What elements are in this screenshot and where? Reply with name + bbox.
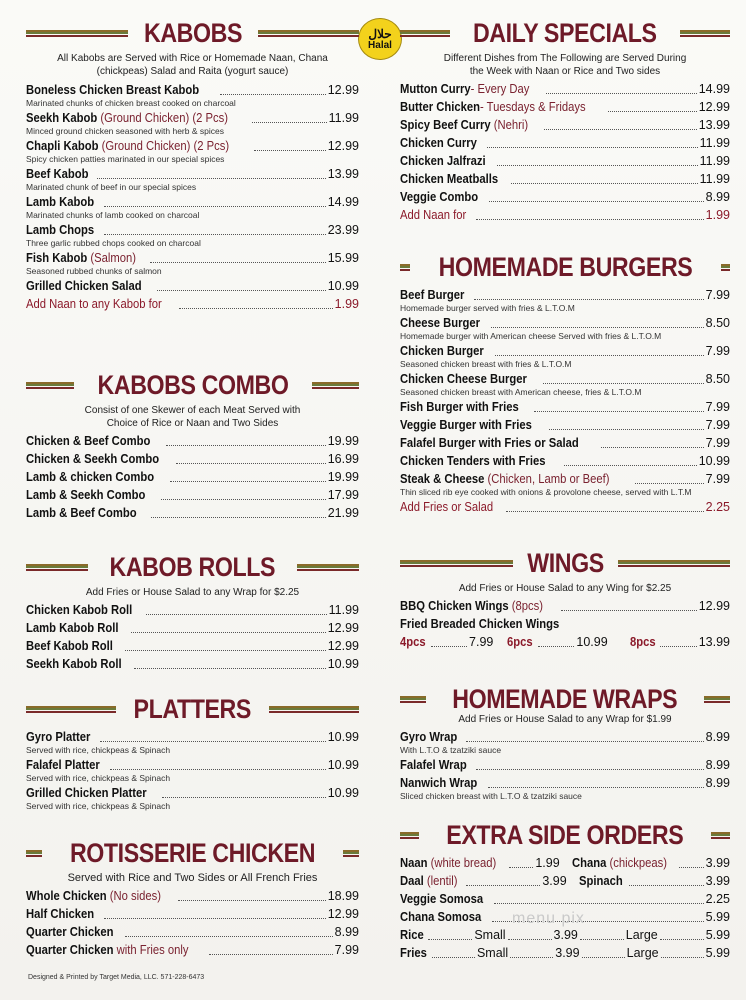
side-row: Veggie Somosa 2.25 <box>400 892 730 906</box>
menu-item: Mutton Curry- Every Day 14.99 <box>400 82 730 96</box>
menu-item: Chicken Meatballs 11.99 <box>400 172 730 186</box>
halal-badge <box>358 18 402 60</box>
menu-item: Lamb & Beef Combo 21.99 <box>26 506 359 520</box>
rotisserie-section <box>26 836 359 958</box>
menu-item: Spicy Beef Curry (Nehri) 13.99 <box>400 118 730 132</box>
section-header <box>400 818 730 852</box>
kabobs-combo-section <box>26 368 359 521</box>
menu-item: Beef Burger 7.99 <box>400 288 730 302</box>
item-desc: Sliced chicken breast with L.T.O & tzatziki sauce <box>400 791 582 801</box>
side-row: Rice Small 3.99 Large 5.99 <box>400 928 731 942</box>
add-on-item: Add Naan to any Kabob for 1.99 <box>26 297 359 311</box>
menu-item: Gyro Wrap 8.99 <box>400 730 730 744</box>
item-desc: With L.T.O & tzatziki sauce <box>400 745 502 755</box>
wings-section <box>400 546 730 650</box>
section-title: HOMEMADE BURGERS <box>438 251 692 282</box>
item-desc: Marinated chunks of chicken breast cooked on charcoal <box>26 98 236 108</box>
add-on-item: Add Naan for 1.99 <box>400 208 730 222</box>
menu-item: Fish Burger with Fries 7.99 <box>400 400 730 414</box>
section-header <box>26 692 359 726</box>
menu-item: Chicken & Beef Combo 19.99 <box>26 434 359 448</box>
menu-item: Chicken Burger 7.99 <box>400 344 730 358</box>
menu-item: Beef Kabob 13.99 <box>26 167 359 181</box>
section-header <box>26 368 359 402</box>
item-desc: Minced ground chicken seasoned with herb & spices <box>26 126 224 136</box>
section-note: Different Dishes from The Following are Served During the Week with Naan or Rice and Two sides <box>443 53 687 77</box>
menu-item: Falafel Wrap 8.99 <box>400 758 730 772</box>
item-desc: Homemade burger served with fries & L.T.O.M <box>400 303 575 313</box>
menu-item: Chicken Curry 11.99 <box>400 136 730 150</box>
item-desc: Marinated chunk of beef in our special spices <box>26 182 197 192</box>
section-note: Consist of one Skewer of each Meat Served with Choice of Rice or Naan and Two Sides <box>84 405 301 429</box>
section-header <box>400 16 730 50</box>
menu-item: BBQ Chicken Wings (8pcs) 12.99 <box>400 599 730 613</box>
side-row: Fries Small 3.99 Large 5.99 <box>400 946 731 960</box>
watermark: menu pix <box>512 910 585 927</box>
wing-sizes: 4pcs 7.99 6pcs 10.99 8pcs 13.99 <box>400 635 730 649</box>
burgers-section <box>400 250 730 515</box>
menu-item: Quarter Chicken 8.99 <box>26 925 359 939</box>
item-desc: Spicy chicken patties marinated in our special spices <box>26 154 225 164</box>
menu-item: Whole Chicken (No sides) 18.99 <box>26 889 359 903</box>
section-title: KABOBS COMBO <box>97 369 288 400</box>
halal-arabic: حلال <box>368 26 392 41</box>
item-desc: Three garlic rubbed chops cooked on charcoal <box>26 238 201 248</box>
section-note: All Kabobs are Served with Rice or Homemade Naan, Chana (chickpeas) Salad and Raita (yogurt sauce) <box>57 53 328 77</box>
kabobs-section <box>26 16 359 312</box>
menu-item: Beef Kabob Roll 12.99 <box>26 639 359 653</box>
extra-sides-section <box>400 818 730 961</box>
section-title: KABOB ROLLS <box>109 551 276 582</box>
item-desc: Seasoned rubbed chunks of salmon <box>26 266 162 276</box>
wraps-section <box>400 682 730 801</box>
menu-item: Cheese Burger 8.50 <box>400 316 730 330</box>
section-title: DAILY SPECIALS <box>473 17 657 48</box>
menu-item: Boneless Chicken Breast Kabob 12.99 <box>26 83 359 97</box>
menu-item: Half Chicken 12.99 <box>26 907 359 921</box>
item-desc: Thin sliced rib eye cooked with onions & provolone cheese, served with L.T.M <box>400 487 692 497</box>
section-note: Add Fries or House Salad to any Wrap for $1.99 <box>458 714 672 725</box>
item-desc: Seasoned chicken breast with American cheese, fries & L.T.O.M <box>400 387 642 397</box>
menu-item: Chicken & Seekh Combo 16.99 <box>26 452 359 466</box>
menu-item: Gyro Platter 10.99 <box>26 730 359 744</box>
section-header <box>400 546 730 580</box>
menu-item: Nanwich Wrap 8.99 <box>400 776 730 790</box>
section-note: Add Fries or House Salad to any Wing for $2.25 <box>458 583 672 594</box>
menu-item: Lamb Chops 23.99 <box>26 223 359 237</box>
side-row: Daal (lentil) 3.99 Spinach 3.99 <box>400 874 730 888</box>
menu-item: Veggie Burger with Fries 7.99 <box>400 418 730 432</box>
section-note: Add Fries or House Salad to any Wrap for $2.25 <box>85 587 300 598</box>
item-desc: Served with rice, chickpeas & Spinach <box>26 745 171 755</box>
section-title: ROTISSERIE CHICKEN <box>69 837 316 868</box>
menu-item: Chicken Tenders with Fries 10.99 <box>400 454 730 468</box>
halal-english: Halal <box>368 39 392 51</box>
section-title: HOMEMADE WRAPS <box>452 683 678 714</box>
section-title: EXTRA SIDE ORDERS <box>446 819 684 850</box>
menu-item: Chapli Kabob (Ground Chicken) (2 Pcs) 12.99 <box>26 139 359 153</box>
menu-item: Seekh Kabob (Ground Chicken) (2 Pcs) 11.99 <box>26 111 359 125</box>
section-header <box>26 836 359 870</box>
daily-specials-section <box>400 16 730 223</box>
section-title: PLATTERS <box>133 693 252 724</box>
item-desc: Served with rice, chickpeas & Spinach <box>26 773 171 783</box>
side-row: Naan (white bread) 1.99 Chana (chickpeas) 3.99 <box>400 856 731 870</box>
menu-item: Lamb & chicken Combo 19.99 <box>26 470 359 484</box>
menu-item: Grilled Chicken Salad 10.99 <box>26 279 359 293</box>
section-header <box>26 16 359 50</box>
item-desc: Served with rice, chickpeas & Spinach <box>26 801 171 811</box>
menu-item: Fried Breaded Chicken Wings <box>400 617 560 631</box>
item-desc: Homemade burger with American cheese Served with fries & L.T.O.M <box>400 331 662 341</box>
menu-item: Chicken Cheese Burger 8.50 <box>400 372 730 386</box>
kabob-rolls-section <box>26 550 359 672</box>
menu-item: Steak & Cheese (Chicken, Lamb or Beef) 7.99 <box>400 472 730 486</box>
menu-item: Veggie Combo 8.99 <box>400 190 730 204</box>
footer-credit: Designed & Printed by Target Media, LLC. 571-228-6473 <box>28 974 205 981</box>
section-title: WINGS <box>526 547 604 578</box>
menu-item: Chicken Kabob Roll 11.99 <box>26 603 359 617</box>
section-title: KABOBS <box>143 17 242 48</box>
menu-item: Grilled Chicken Platter 10.99 <box>26 786 359 800</box>
menu-item: Lamb Kabob Roll 12.99 <box>26 621 359 635</box>
menu-item: Lamb Kabob 14.99 <box>26 195 359 209</box>
menu-item: Quarter Chicken with Fries only 7.99 <box>26 943 359 957</box>
menu-item: Lamb & Seekh Combo 17.99 <box>26 488 359 502</box>
side-row: Chana Somosa 5.99 <box>400 910 730 924</box>
section-header <box>400 250 730 284</box>
section-note: Served with Rice and Two Sides or All French Fries <box>67 872 318 884</box>
section-header <box>400 682 730 716</box>
menu-item: Butter Chicken- Tuesdays & Fridays 12.99 <box>400 100 730 114</box>
item-desc: Marinated chunks of lamb cooked on charcoal <box>26 210 200 220</box>
menu-item: Chicken Jalfrazi 11.99 <box>400 154 730 168</box>
add-on-item: Add Fries or Salad 2.25 <box>400 500 730 514</box>
platters-section <box>26 692 359 811</box>
menu-item: Falafel Platter 10.99 <box>26 758 359 772</box>
section-header <box>26 550 359 584</box>
menu-item: Fish Kabob (Salmon) 15.99 <box>26 251 359 265</box>
item-desc: Seasoned chicken breast with fries & L.T.O.M <box>400 359 572 369</box>
menu-item: Seekh Kabob Roll 10.99 <box>26 657 359 671</box>
menu-item: Falafel Burger with Fries or Salad 7.99 <box>400 436 730 450</box>
